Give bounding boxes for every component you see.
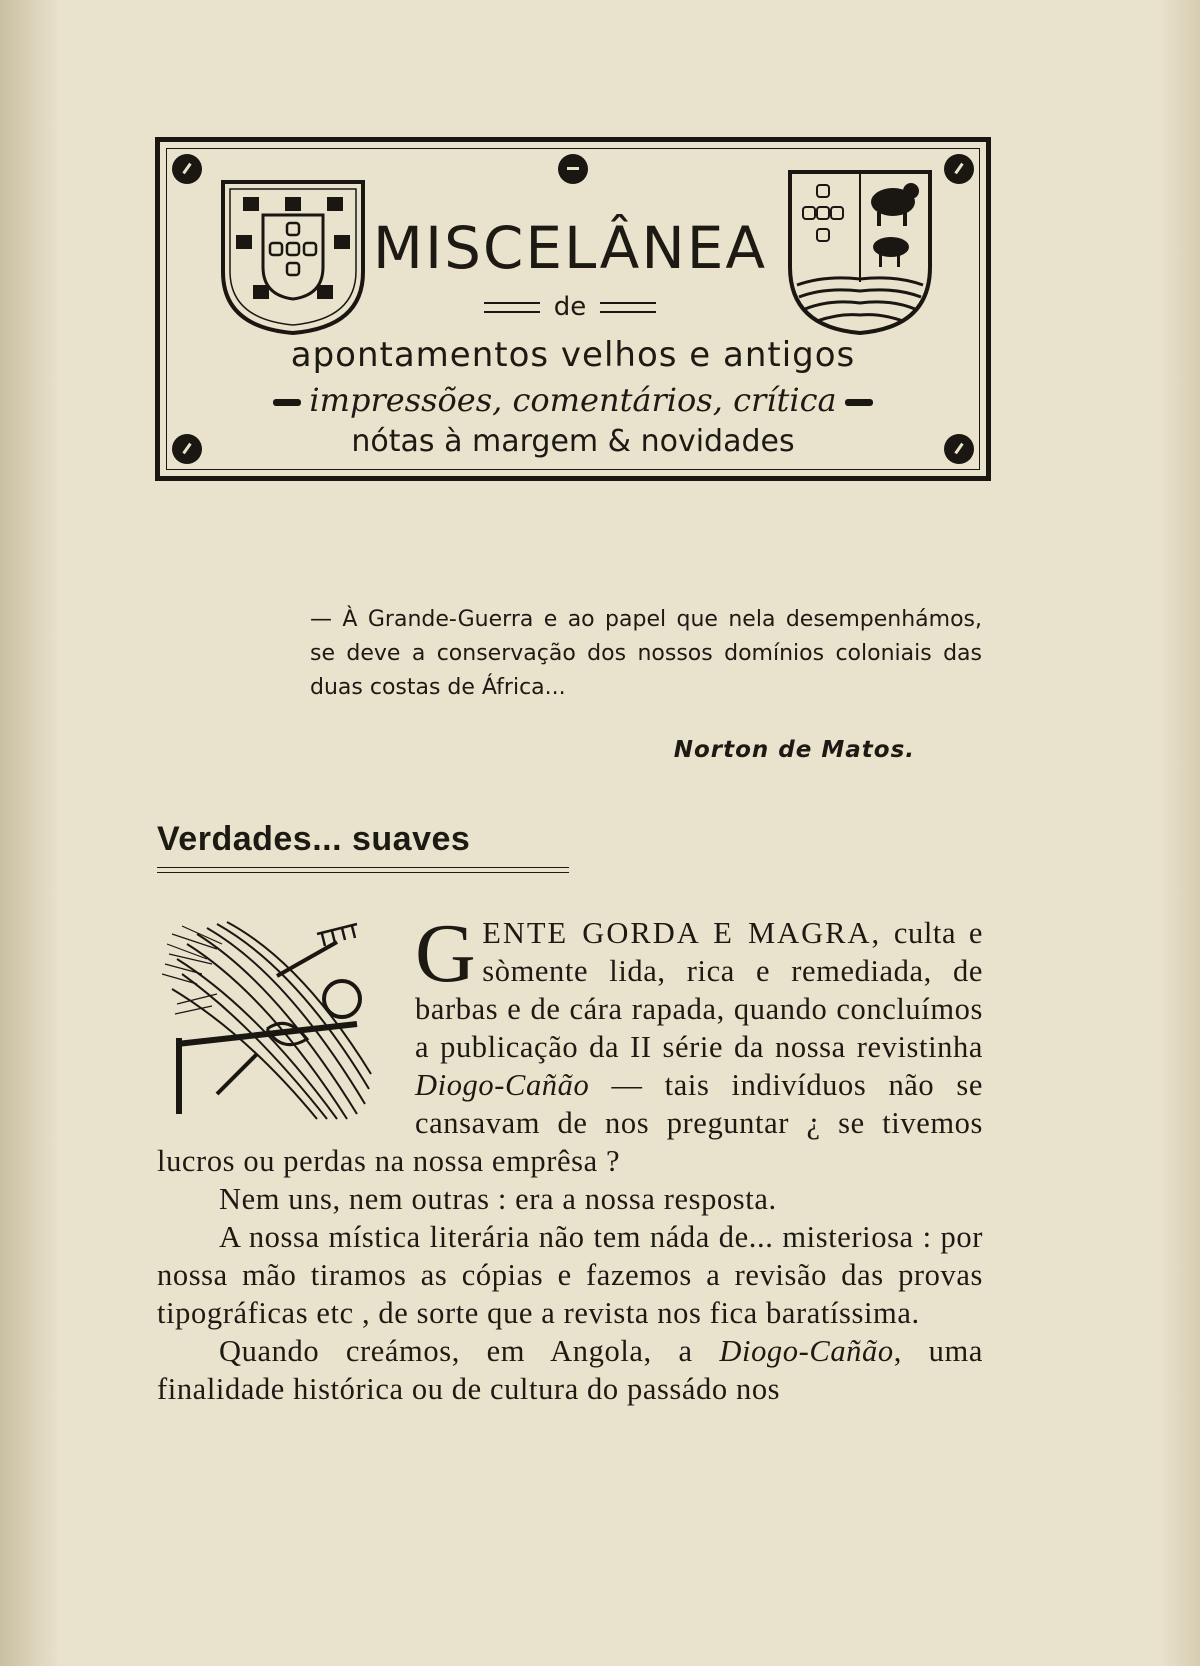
epigraph-author: Norton de Matos. — [673, 737, 915, 763]
paragraph-4-emphasis: Diogo-Cañão — [719, 1334, 894, 1368]
article-body — [157, 907, 983, 1408]
wheat-sheaf-illustration — [157, 914, 415, 1134]
page-edge-shadow — [1160, 0, 1200, 1666]
masthead-title: MISCELÂNEA — [372, 214, 768, 282]
portuguese-arms-icon — [218, 177, 368, 337]
masthead-subtitle-2 — [170, 382, 976, 418]
corner-dot-top-left — [172, 154, 202, 184]
masthead-de-line — [430, 292, 710, 322]
corner-dot-top-middle — [558, 154, 588, 184]
masthead-subtitle-2-text: impressões, comentários, crítica — [309, 381, 837, 419]
masthead-subtitle-1: apontamentos velhos e antigos — [290, 335, 856, 375]
article-title: Verdades... suaves — [157, 820, 471, 858]
paragraph-3: A nossa mística literária não tem náda de... misteriosa : por nossa mão tiramos as cópias e fazemos a revisão das provas tipográficas etc , de sorte que a revista nos fica baratíssima. — [157, 1220, 983, 1330]
drop-cap: G — [415, 907, 477, 1000]
page-gutter-shadow — [0, 0, 60, 1666]
wheat-sheaf-icon — [157, 914, 377, 1124]
right-rule — [600, 302, 656, 313]
angola-arms-icon — [785, 167, 935, 337]
title-underline — [157, 867, 569, 873]
paragraph-1-text-a: culta e sòmente lida, rica e remediada, de barbas e de cára rapada, quando concluímos a publicação da II série da nossa revistinha — [415, 916, 983, 1064]
masthead-frame — [155, 137, 991, 481]
masthead-de-text: de — [553, 292, 587, 322]
left-dash — [273, 399, 301, 406]
masthead-subtitle-3: nótas à margem & novidades — [351, 424, 795, 459]
right-dash — [845, 399, 873, 406]
paragraph-4-text-a: Quando creámos, em Angola, a — [219, 1334, 720, 1368]
paragraph-2: Nem uns, nem outras : era a nossa resposta. — [219, 1182, 777, 1216]
epigraph-quote: — À Grande-Guerra e ao papel que nela desempenhámos, se deve a conservação dos nossos domínios coloniais das duas costas de África... — [310, 607, 982, 700]
paragraph-4 — [157, 1332, 983, 1408]
paragraph-1-emphasis: Diogo-Cañão — [415, 1068, 590, 1102]
left-rule — [484, 302, 540, 313]
paragraph-1-lead: ENTE GORDA E MAGRA, — [482, 916, 882, 950]
paragraph-4-text-b: , uma finalidade histórica ou de cultura do passádo nos — [157, 1334, 983, 1406]
corner-dot-top-right — [944, 154, 974, 184]
paragraph-1-text-b: — tais indivíduos não se cansavam de nos preguntar ¿ se tivemos lucros ou perdas na nossa emprêsa ? — [157, 1068, 983, 1178]
